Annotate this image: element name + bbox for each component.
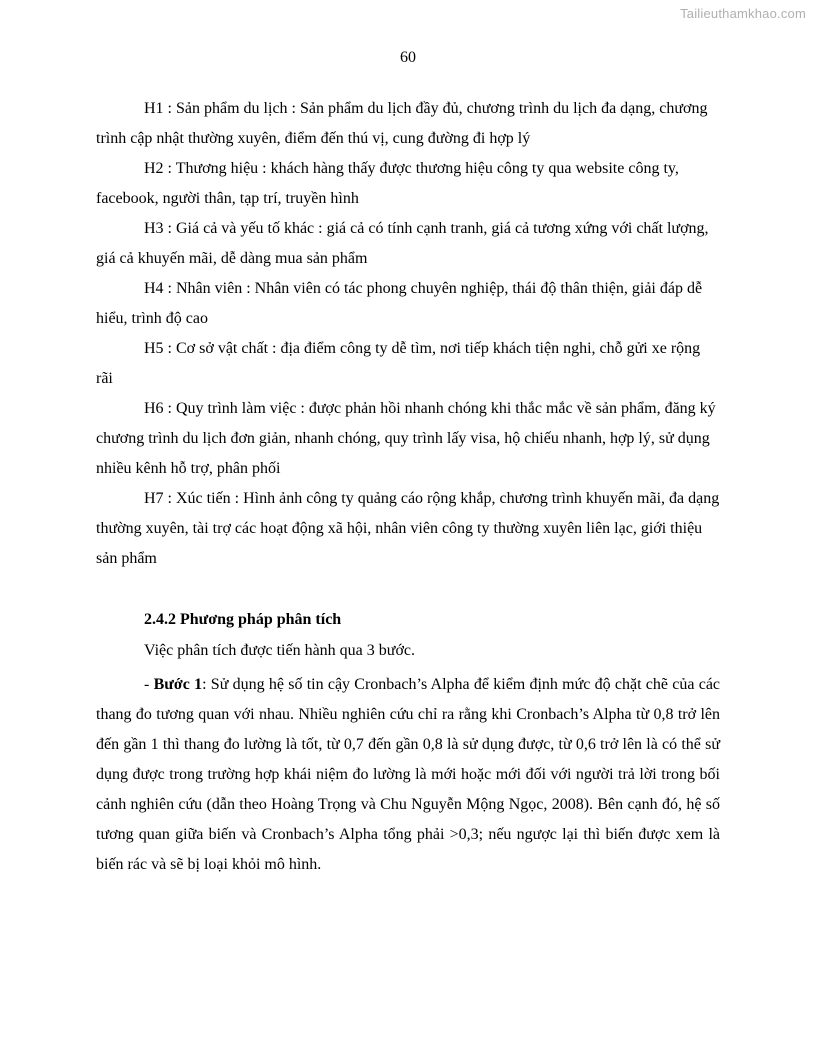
watermark: Tailieuthamkhao.com: [680, 6, 806, 21]
hypothesis-h3: H3 : Giá cả và yếu tố khác : giá cả có tính cạnh tranh, giá cả tương xứng với chất lượng, giá cả khuyến mãi, dễ dàng mua sản phẩm: [96, 220, 709, 267]
hypothesis-h5: H5 : Cơ sở vật chất : địa điểm công ty dễ tìm, nơi tiếp khách tiện nghi, chỗ gửi xe rộng rãi: [96, 340, 701, 387]
step-1-prefix: -: [144, 676, 154, 693]
step-1-label: Bước 1: [153, 676, 203, 693]
hypothesis-h2: H2 : Thương hiệu : khách hàng thấy được thương hiệu công ty qua website công ty, facebook, người thân, tạp trí, truyền hình: [96, 160, 679, 207]
hypothesis-h4: H4 : Nhân viên : Nhân viên có tác phong chuyên nghiệp, thái độ thân thiện, giải đáp dễ hiểu, trình độ cao: [96, 280, 703, 327]
step-1-text: : Sử dụng hệ số tin cậy Cronbach’s Alpha để kiểm định mức độ chặt chẽ của các thang đo tương quan với nhau. Nhiều nghiên cứu chỉ ra rằng khi Cronbach’s Alpha từ 0,8 trở lên đến gần 1 thì thang đo lường là tốt, từ 0,7 đến gần 0,8 là sử dụng được, từ 0,6 trở lên là có thể sử dụng được trong trường hợp khái niệm đo lường là mới hoặc mới đối với người trả lời trong bối cảnh nghiên cứu (dẫn theo Hoàng Trọng và Chu Nguyễn Mộng Ngọc, 2008). Bên cạnh đó, hệ số tương quan giữa biến và Cronbach’s Alpha tổng phải >0,3; nếu ngược lại thì biến được xem là biến rác và sẽ bị loại khỏi mô hình.: [96, 676, 721, 873]
page-number: 60: [400, 49, 416, 66]
hypothesis-h7: H7 : Xúc tiến : Hình ảnh công ty quảng cáo rộng khắp, chương trình khuyến mãi, đa dạng thường xuyên, tài trợ các hoạt động xã hội, nhân viên công ty thường xuyên liên lạc, giới thiệu sản phẩm: [96, 490, 720, 567]
step-1-paragraph: [96, 670, 720, 880]
document-body: [96, 94, 720, 880]
hypothesis-h1: H1 : Sản phẩm du lịch : Sản phẩm du lịch đầy đủ, chương trình du lịch đa dạng, chương trình cập nhật thường xuyên, điểm đến thú vị, cung đường đi hợp lý: [96, 100, 708, 147]
section-heading: 2.4.2 Phương pháp phân tích: [144, 611, 342, 628]
hypothesis-h6: H6 : Quy trình làm việc : được phản hồi nhanh chóng khi thắc mắc về sản phẩm, đăng ký chương trình du lịch đơn giản, nhanh chóng, quy trình lấy visa, hộ chiếu nhanh, hợp lý, sử dụng nhiều kênh hỗ trợ, phân phối: [96, 400, 716, 477]
section-intro: Việc phân tích được tiến hành qua 3 bước.: [144, 642, 415, 659]
